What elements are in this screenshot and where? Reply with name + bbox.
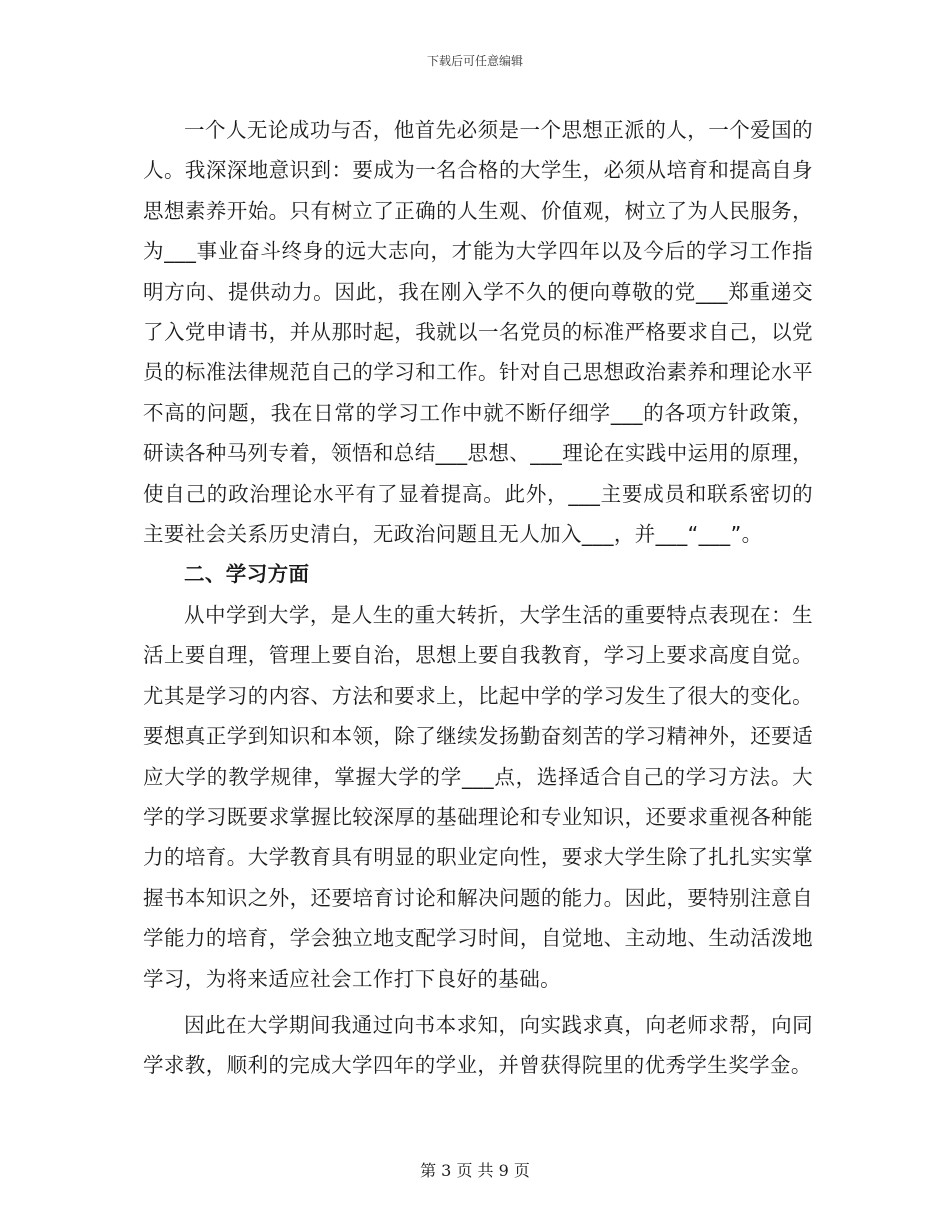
section-heading-study: 二、学习方面 [184,562,310,587]
page-header: 下载后可任意编辑 [426,54,523,68]
paragraph-study-results: 因此在大学期间我通过向书本求知，向实践求真，向老师求帮，向同学求教，顺利的完成大学四年的学业，并曾获得院里的优秀学生奖学金。 [143,1012,813,1078]
document-body [143,110,813,1086]
paragraph-political-thought: 一个人无论成功与否，他首先必须是一个思想正派的人，一个爱国的人。我深深地意识到：要成为一名合格的大学生，必须从培育和提高自身思想素养开始。只有树立了正确的人生观、价值观，树立了为人民服务，为___事业奋斗终身的远大志向，才能为大学四年以及今后的学习工作指明方向、提供动力。因此，我在刚入学不久的便向尊敬的党___郑重递交了入党申请书，并从那时起，我就以一名党员的标准严格要求自己，以党员的标准法律规范自己的学习和工作。针对自己思想政治素养和理论水平不高的问题，我在日常的学习工作中就不断仔细学___的各项方针政策，研读各种马列专着，领悟和总结___思想、___理论在实践中运用的原理，使自己的政治理论水平有了显着提高。此外，___主要成员和联系密切的主要社会关系历史清白，无政治问题且无人加入___，并___“___”。 [143,118,813,547]
page-footer: 第 3 页 共 9 页 [420,1161,530,1180]
paragraph-study-aspects: 从中学到大学，是人生的重大转折，大学生活的重要特点表现在：生活上要自理，管理上要自治，思想上要自我教育，学习上要求高度自觉。尤其是学习的内容、方法和要求上，比起中学的学习发生了很大的变化。要想真正学到知识和本领，除了继续发扬勤奋刻苦的学习精神外，还要适应大学的教学规律，掌握大学的学___点，选择适合自己的学习方法。大学的学习既要求掌握比较深厚的基础理论和专业知识，还要求重视各种能力的培育。大学教育具有明显的职业定向性，要求大学生除了扎扎实实掌握书本知识之外，还要培育讨论和解决问题的能力。因此，要特别注意自学能力的培育，学会独立地支配学习时间，自觉地、主动地、生动活泼地学习，为将来适应社会工作打下良好的基础。 [143,602,813,991]
